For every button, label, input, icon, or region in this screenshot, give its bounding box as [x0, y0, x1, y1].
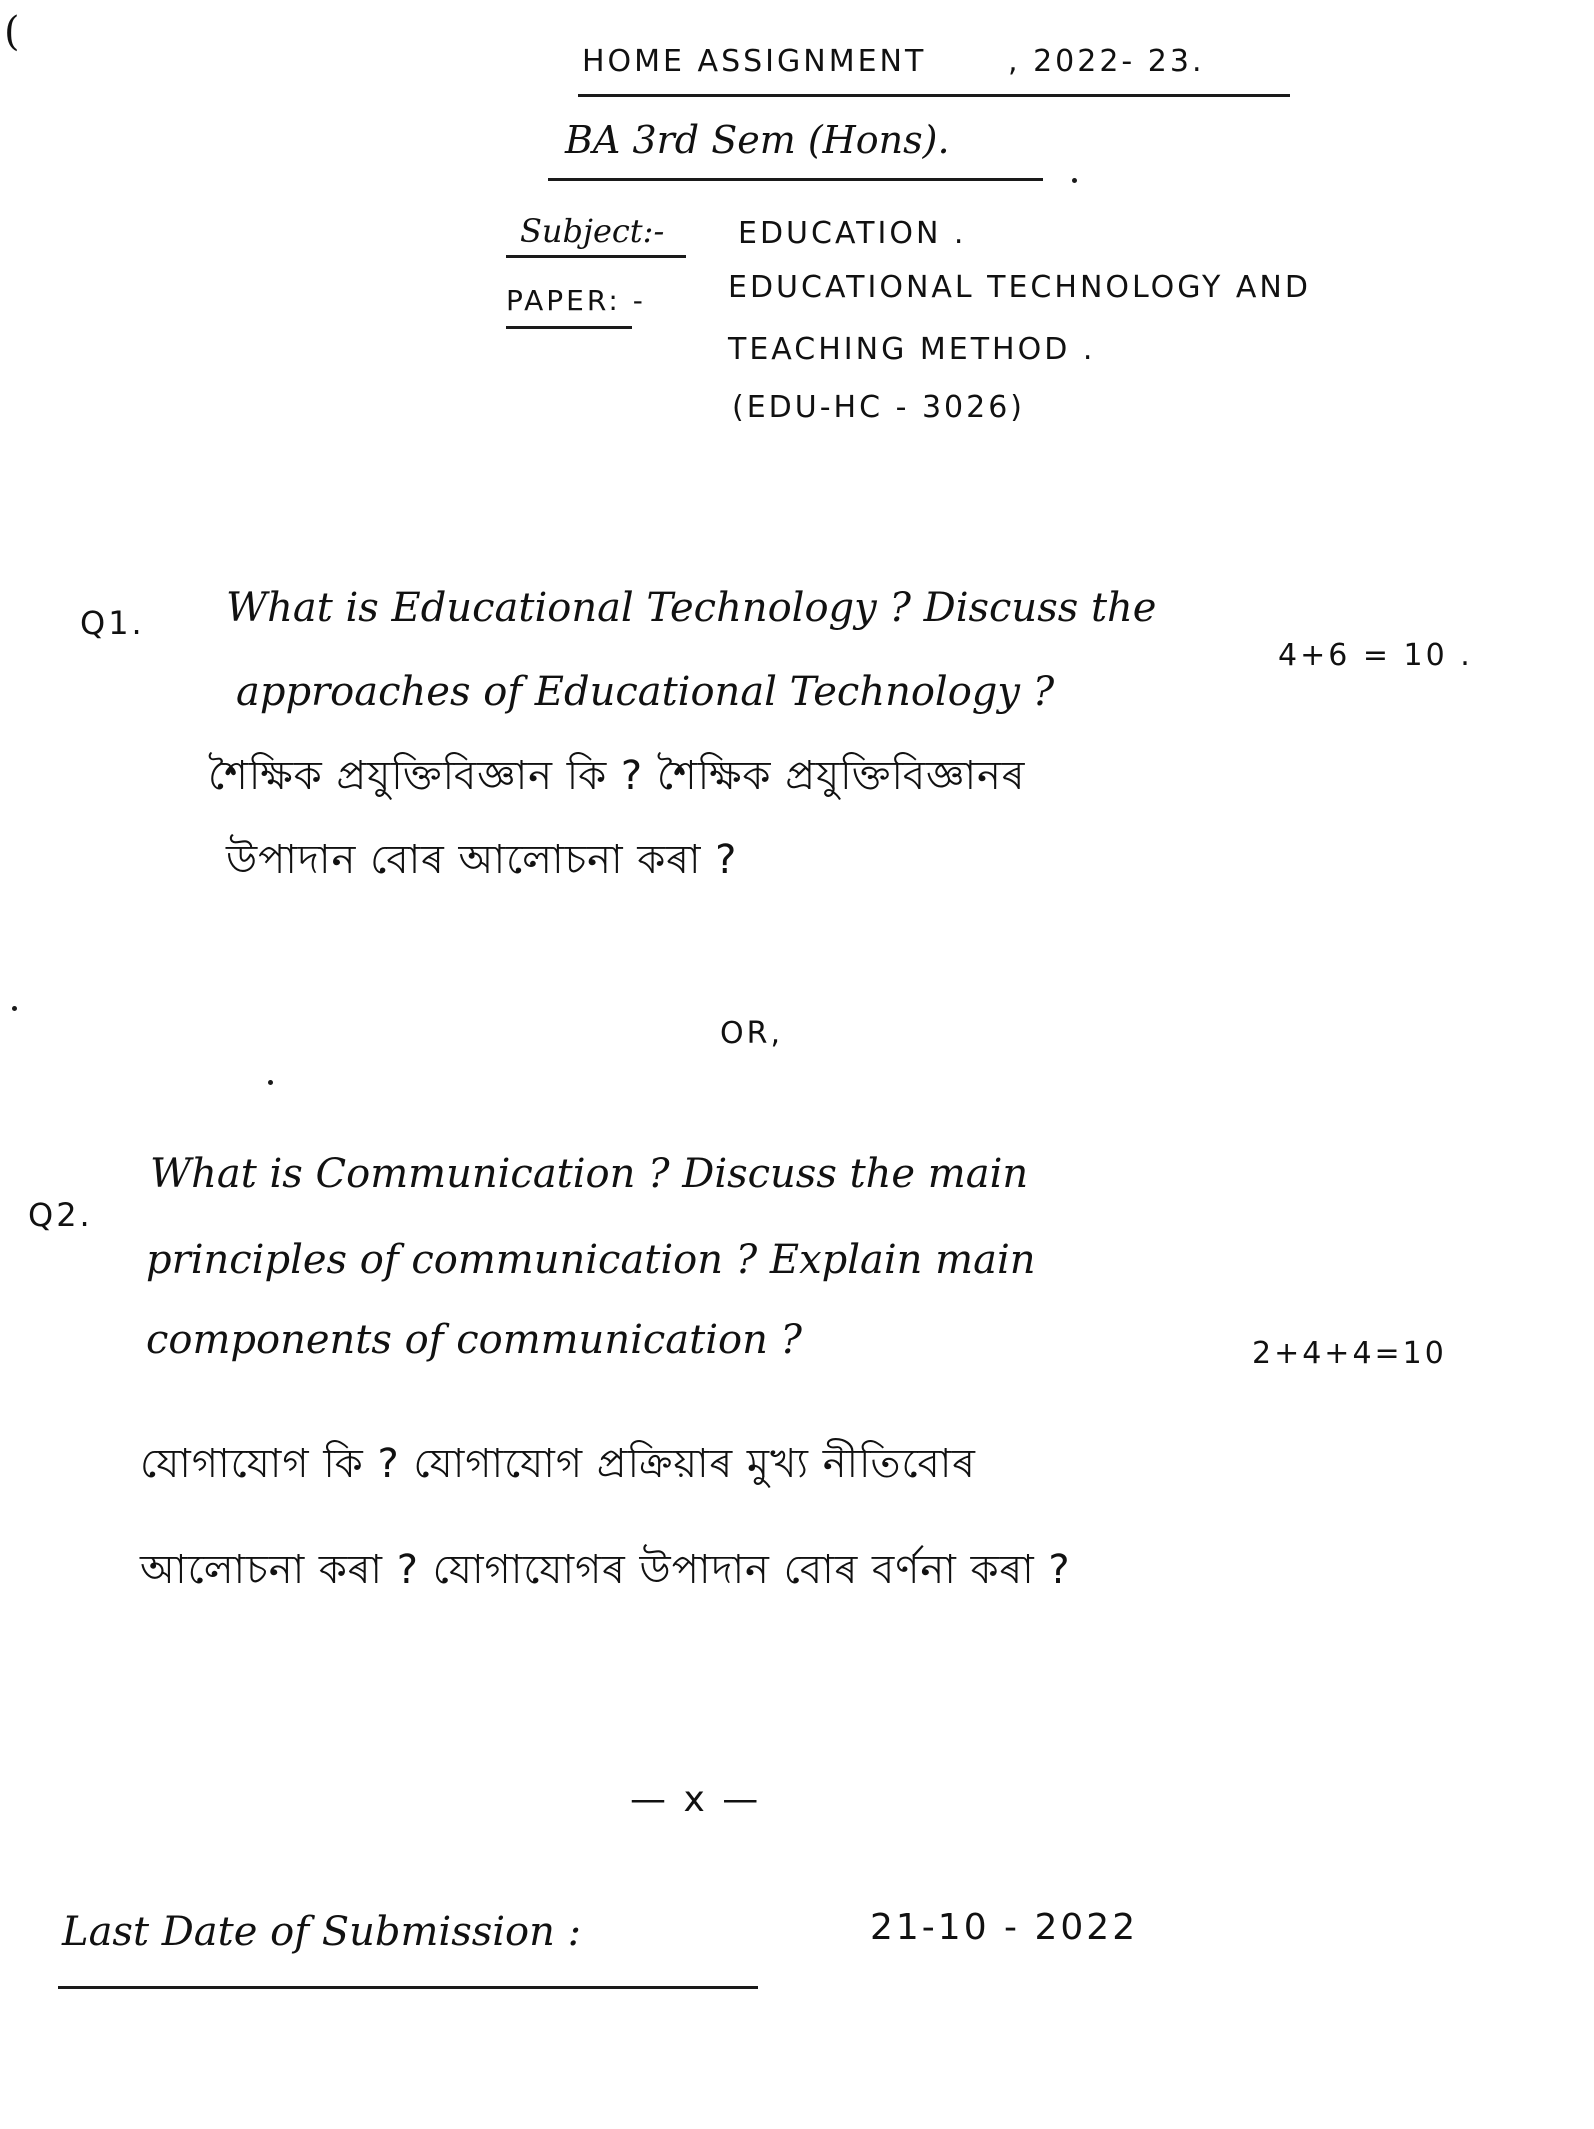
course-name: BA 3rd Sem (Hons). — [565, 118, 950, 162]
paper-line-2: TEACHING METHOD . — [728, 332, 1096, 367]
q2-marks: 2+4+4=10 — [1252, 1336, 1447, 1371]
submission-date: 21-10 - 2022 — [870, 1907, 1139, 1948]
end-mark: — x — — [630, 1779, 762, 1820]
or-separator: OR, — [720, 1016, 783, 1051]
q1-number: Q1. — [80, 604, 145, 642]
q1-line-1: What is Educational Technology ? Discuss the — [226, 585, 1157, 631]
subject-value: EDUCATION . — [738, 216, 967, 251]
q2-line-5-assamese: আলোচনা কৰা ? যোগাযোগৰ উপাদান বোৰ বৰ্ণনা কৰা ? — [140, 1547, 1071, 1593]
submission-label: Last Date of Submission : — [62, 1909, 582, 1955]
paper-label: PAPER: - — [506, 284, 646, 317]
paper-line-1: EDUCATIONAL TECHNOLOGY AND — [728, 270, 1311, 305]
paper-code: (EDU-HC - 3026) — [732, 390, 1025, 425]
assignment-title: HOME ASSIGNMENT — [582, 44, 927, 79]
subject-underline — [506, 255, 686, 258]
submission-underline — [58, 1986, 758, 1989]
assignment-year: , 2022- 23. — [1008, 44, 1205, 79]
q1-line-2: approaches of Educational Technology ? — [236, 669, 1055, 715]
subject-label: Subject:- — [520, 212, 665, 250]
q2-line-1: What is Communication ? Discuss the main — [150, 1151, 1029, 1197]
edge-mark: ( — [4, 9, 20, 55]
q2-number: Q2. — [28, 1196, 93, 1234]
paper-underline — [506, 326, 632, 329]
q1-line-4-assamese: উপাদান বোৰ আলোচনা কৰা ? — [226, 837, 738, 883]
title-underline — [578, 94, 1290, 97]
q1-line-3-assamese: শৈক্ষিক প্ৰযুক্তিবিজ্ঞান কি ? শৈক্ষিক প্ৰযুক্তিবিজ্ঞানৰ — [208, 753, 1026, 799]
course-underline — [548, 178, 1043, 181]
q2-line-2: principles of communication ? Explain main — [146, 1237, 1036, 1283]
q2-line-3: components of communication ? — [146, 1317, 802, 1363]
q1-marks: 4+6 = 10 . — [1278, 638, 1473, 673]
q2-line-4-assamese: যোগাযোগ কি ? যোগাযোগ প্ৰক্ৰিয়াৰ মুখ্য নীতিবোৰ — [140, 1441, 976, 1487]
